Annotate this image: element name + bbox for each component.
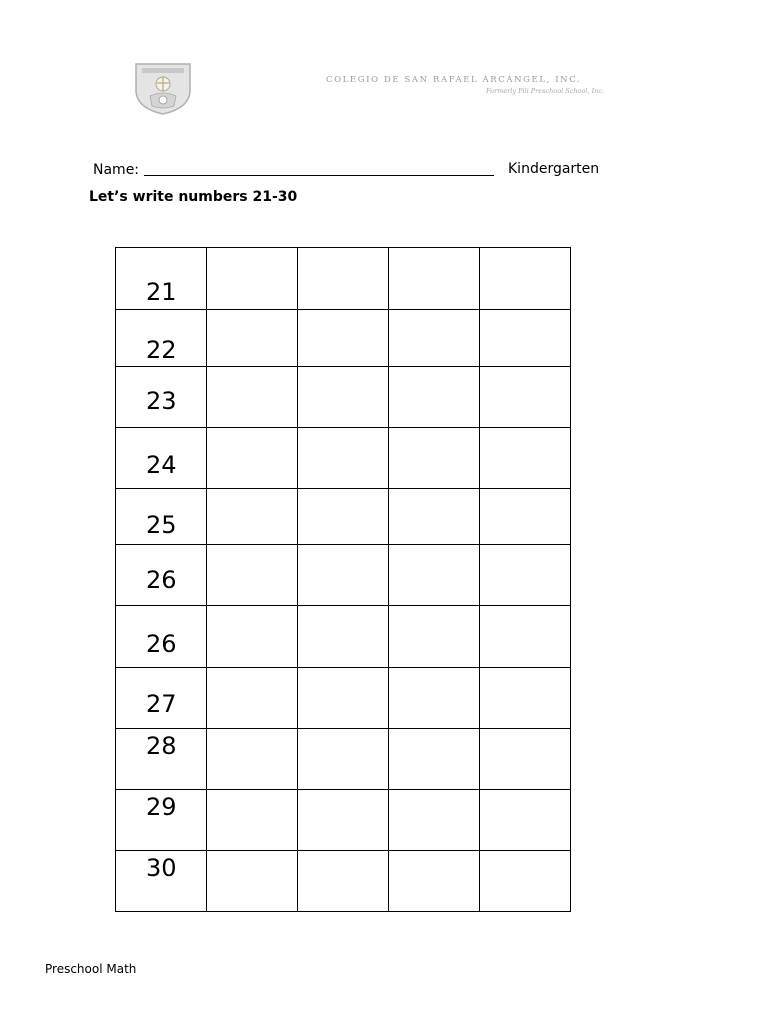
number-cell (116, 367, 207, 428)
writing-box[interactable] (389, 428, 480, 489)
writing-box[interactable] (389, 248, 480, 310)
writing-box[interactable] (389, 545, 480, 606)
number-writing-grid (115, 247, 571, 912)
number-cell (116, 545, 207, 606)
writing-box[interactable] (389, 310, 480, 367)
writing-box[interactable] (480, 367, 571, 428)
school-subtitle: Formerly Pili Preschool School, Inc. (486, 87, 605, 95)
table-row (116, 248, 571, 310)
table-row (116, 489, 571, 545)
number-cell (116, 606, 207, 668)
writing-box[interactable] (480, 428, 571, 489)
writing-box[interactable] (480, 310, 571, 367)
writing-box[interactable] (298, 428, 389, 489)
writing-box[interactable] (298, 851, 389, 912)
number-label: 23 (146, 387, 177, 415)
number-cell (116, 729, 207, 790)
writing-box[interactable] (480, 851, 571, 912)
writing-box[interactable] (207, 428, 298, 489)
writing-box[interactable] (480, 545, 571, 606)
writing-box[interactable] (389, 606, 480, 668)
table-row (116, 668, 571, 729)
number-cell (116, 851, 207, 912)
writing-box[interactable] (389, 790, 480, 851)
number-label: 26 (146, 630, 177, 658)
writing-box[interactable] (298, 729, 389, 790)
table-row (116, 367, 571, 428)
school-name: COLEGIO DE SAN RAFAEL ARCANGEL, INC. (326, 75, 582, 85)
table-row (116, 851, 571, 912)
number-cell (116, 790, 207, 851)
table-row (116, 545, 571, 606)
number-label: 27 (146, 690, 177, 718)
writing-box[interactable] (298, 668, 389, 729)
writing-box[interactable] (207, 545, 298, 606)
number-label: 26 (146, 566, 177, 594)
writing-box[interactable] (207, 489, 298, 545)
writing-box[interactable] (389, 367, 480, 428)
writing-box[interactable] (207, 248, 298, 310)
writing-box[interactable] (389, 851, 480, 912)
writing-box[interactable] (298, 310, 389, 367)
table-row (116, 790, 571, 851)
writing-box[interactable] (207, 851, 298, 912)
writing-box[interactable] (298, 790, 389, 851)
number-label: 28 (146, 732, 177, 760)
writing-box[interactable] (389, 729, 480, 790)
writing-box[interactable] (389, 489, 480, 545)
table-row (116, 606, 571, 668)
writing-box[interactable] (389, 668, 480, 729)
writing-box[interactable] (207, 367, 298, 428)
writing-box[interactable] (207, 668, 298, 729)
writing-box[interactable] (298, 248, 389, 310)
writing-box[interactable] (207, 729, 298, 790)
writing-box[interactable] (480, 248, 571, 310)
number-label: 22 (146, 336, 177, 364)
number-label: 29 (146, 793, 177, 821)
writing-box[interactable] (480, 606, 571, 668)
writing-box[interactable] (207, 606, 298, 668)
number-label: 30 (146, 854, 177, 882)
writing-box[interactable] (480, 729, 571, 790)
writing-box[interactable] (207, 790, 298, 851)
footer-label: Preschool Math (45, 962, 137, 976)
writing-box[interactable] (298, 489, 389, 545)
school-seal-logo (128, 60, 198, 116)
writing-box[interactable] (480, 489, 571, 545)
writing-box[interactable] (207, 310, 298, 367)
writing-box[interactable] (298, 545, 389, 606)
number-cell (116, 489, 207, 545)
number-cell (116, 248, 207, 310)
table-row (116, 310, 571, 367)
number-label: 25 (146, 511, 177, 539)
writing-box[interactable] (298, 367, 389, 428)
instruction-heading: Let’s write numbers 21-30 (89, 189, 298, 205)
writing-box[interactable] (298, 606, 389, 668)
name-label: Name: (93, 162, 140, 178)
number-label: 21 (146, 278, 177, 306)
number-label: 24 (146, 451, 177, 479)
writing-box[interactable] (480, 790, 571, 851)
name-blank-line[interactable] (144, 161, 494, 176)
name-field (93, 161, 494, 178)
table-row (116, 729, 571, 790)
number-cell (116, 428, 207, 489)
number-cell (116, 310, 207, 367)
grade-label: Kindergarten (508, 161, 600, 177)
number-cell (116, 668, 207, 729)
table-row (116, 428, 571, 489)
writing-box[interactable] (480, 668, 571, 729)
